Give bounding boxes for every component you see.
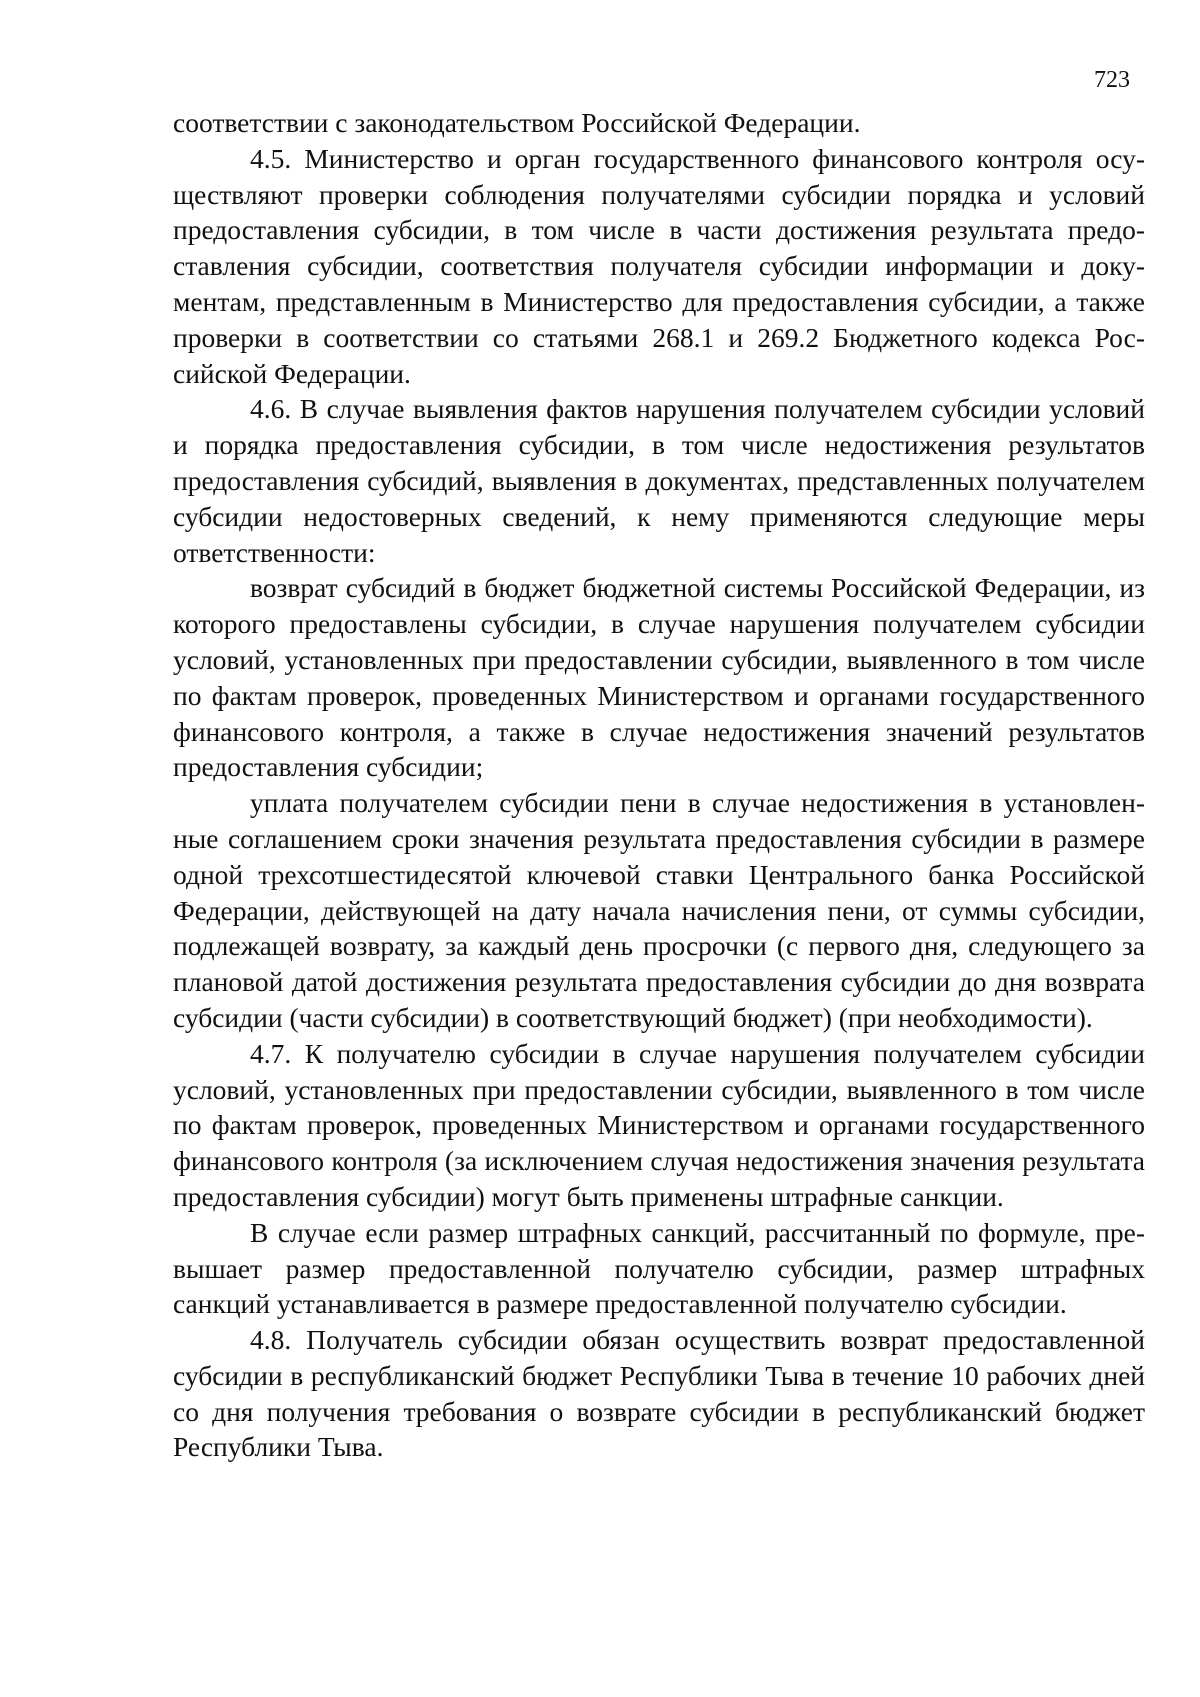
paragraph-4-5: 4.5. Министерство и орган государственного финансового контроля осуществляют проверки соблюдения получателями субсидии порядка и условий предоставления субсидии, в том числе в части достижения результата предоставления субсидии, соответствия получателя субсидии информации и документам, представленным в Министерство для предоставления субсидии, а также проверки в соответствии со статьями 268.1 и 269.2 Бюджетного кодекса Российской Федерации. [173,142,1145,389]
paragraph-4-8: 4.8. Получатель субсидии обязан осуществить возврат предоставленной субсидии в республиканский бюджет Республики Тыва в течение 10 рабочих дней со дня получения требования о возврате субсидии в республиканский бюджет Республики Тыва. [173,1324,1145,1463]
paragraph-4-7: 4.7. К получателю субсидии в случае нарушения получателем субсидии условий, установленных при предоставлении субсидии, выявленного в том числе по фактам проверок, проведенных Министерством и органами государственного финансового контроля (за исключением случая недостижения значения результата предоставления субсидии) могут быть применены штрафные санкции. [173,1037,1145,1212]
paragraph-4-6: 4.6. В случае выявления фактов нарушения получателем субсидии условий и порядка предоставления субсидии, в том числе недостижения результатов предоставления субсидий, выявления в документах, представленных получателем субсидии недостоверных сведений, к нему применяются следующие меры ответственности: [173,393,1145,568]
paragraph-fine-limit: В случае если размер штрафных санкций, рассчитанный по формуле, превышает размер предоставленной получателю субсидии, размер штрафных санкций устанавливается в размере предоставленной получателю субсидии. [173,1216,1145,1320]
document-body [173,105,1145,1465]
paragraph-penalty-measure: уплата получателем субсидии пени в случае недостижения в установленные соглашением сроки значения результата предоставления субсидии в размере одной трехсотшестидесятой ключевой ставки Центрального банка Российской Федерации, действующей на дату начала начисления пени, от суммы субсидии, подлежащей возврату, за каждый день просрочки (с первого дня, следующего за плановой датой достижения результата предоставления субсидии до дня возврата субсидии (части субсидии) в соответствующий бюджет) (при необходимости). [173,787,1145,1033]
page-number: 723 [1094,67,1130,93]
paragraph-continuation: соответствии с законодательством Российской Федерации. [173,107,861,138]
paragraph-refund-measure: возврат субсидий в бюджет бюджетной системы Российской Федерации, из которого предоставлены субсидии, в случае нарушения получателем субсидии условий, установленных при предоставлении субсидии, выявленного в том числе по фактам проверок, проведенных Министерством и органами государственного финансового контроля, а также в случае недостижения значений результатов предоставления субсидии; [173,572,1145,783]
